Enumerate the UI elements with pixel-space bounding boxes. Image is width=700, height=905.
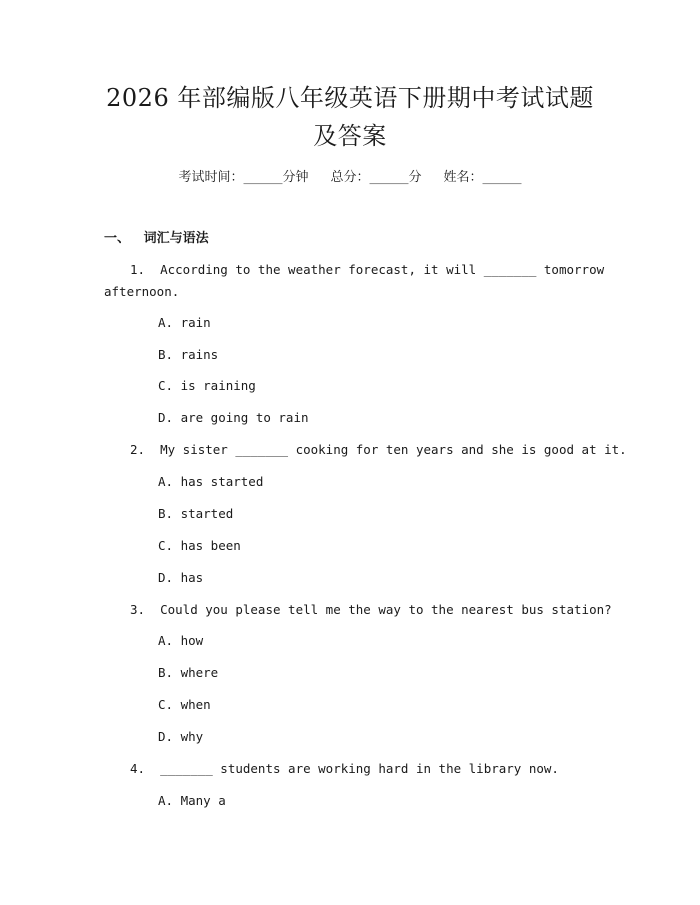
question-1-option-d: D. are going to rain [158,410,309,425]
question-3-text: 3. Could you please tell me the way to the nearest bus station? [130,602,612,617]
exam-info-row [0,168,700,188]
question-4-text: 4. _______ students are working hard in the library now. [130,761,559,776]
total-score-field: 总分：______分 [330,170,422,185]
question-3-option-c: C. when [158,697,211,712]
question-2-text: 2. My sister _______ cooking for ten years and she is good at it. [130,442,627,457]
question-1-option-b: B. rains [158,347,219,362]
question-2-option-a: A. has started [158,474,264,489]
question-1-option-a: A. rain [158,315,211,330]
question-2-option-d: D. has [158,570,204,585]
question-1-option-c: C. is raining [158,378,256,393]
section-heading [104,229,209,249]
question-1-text-continued: afternoon. [104,284,180,299]
section-number: 一、 [104,231,131,246]
question-4-option-a: A. Many a [158,793,226,808]
question-3-option-d: D. why [158,729,204,744]
question-3-option-a: A. how [158,633,204,648]
question-3-option-b: B. where [158,665,219,680]
question-2-option-c: C. has been [158,538,241,553]
exam-title-line-1: 2026 年部编版八年级英语下册期中考试试题 [106,84,594,112]
question-1-text: 1. According to the weather forecast, it will _______ tomorrow [130,262,605,277]
question-2-option-b: B. started [158,506,234,521]
section-title: 词汇与语法 [143,231,209,246]
student-name-field: 姓名：______ [443,170,522,185]
exam-time-field: 考试时间：______分钟 [178,170,309,185]
exam-title-line-2: 及答案 [313,122,387,150]
